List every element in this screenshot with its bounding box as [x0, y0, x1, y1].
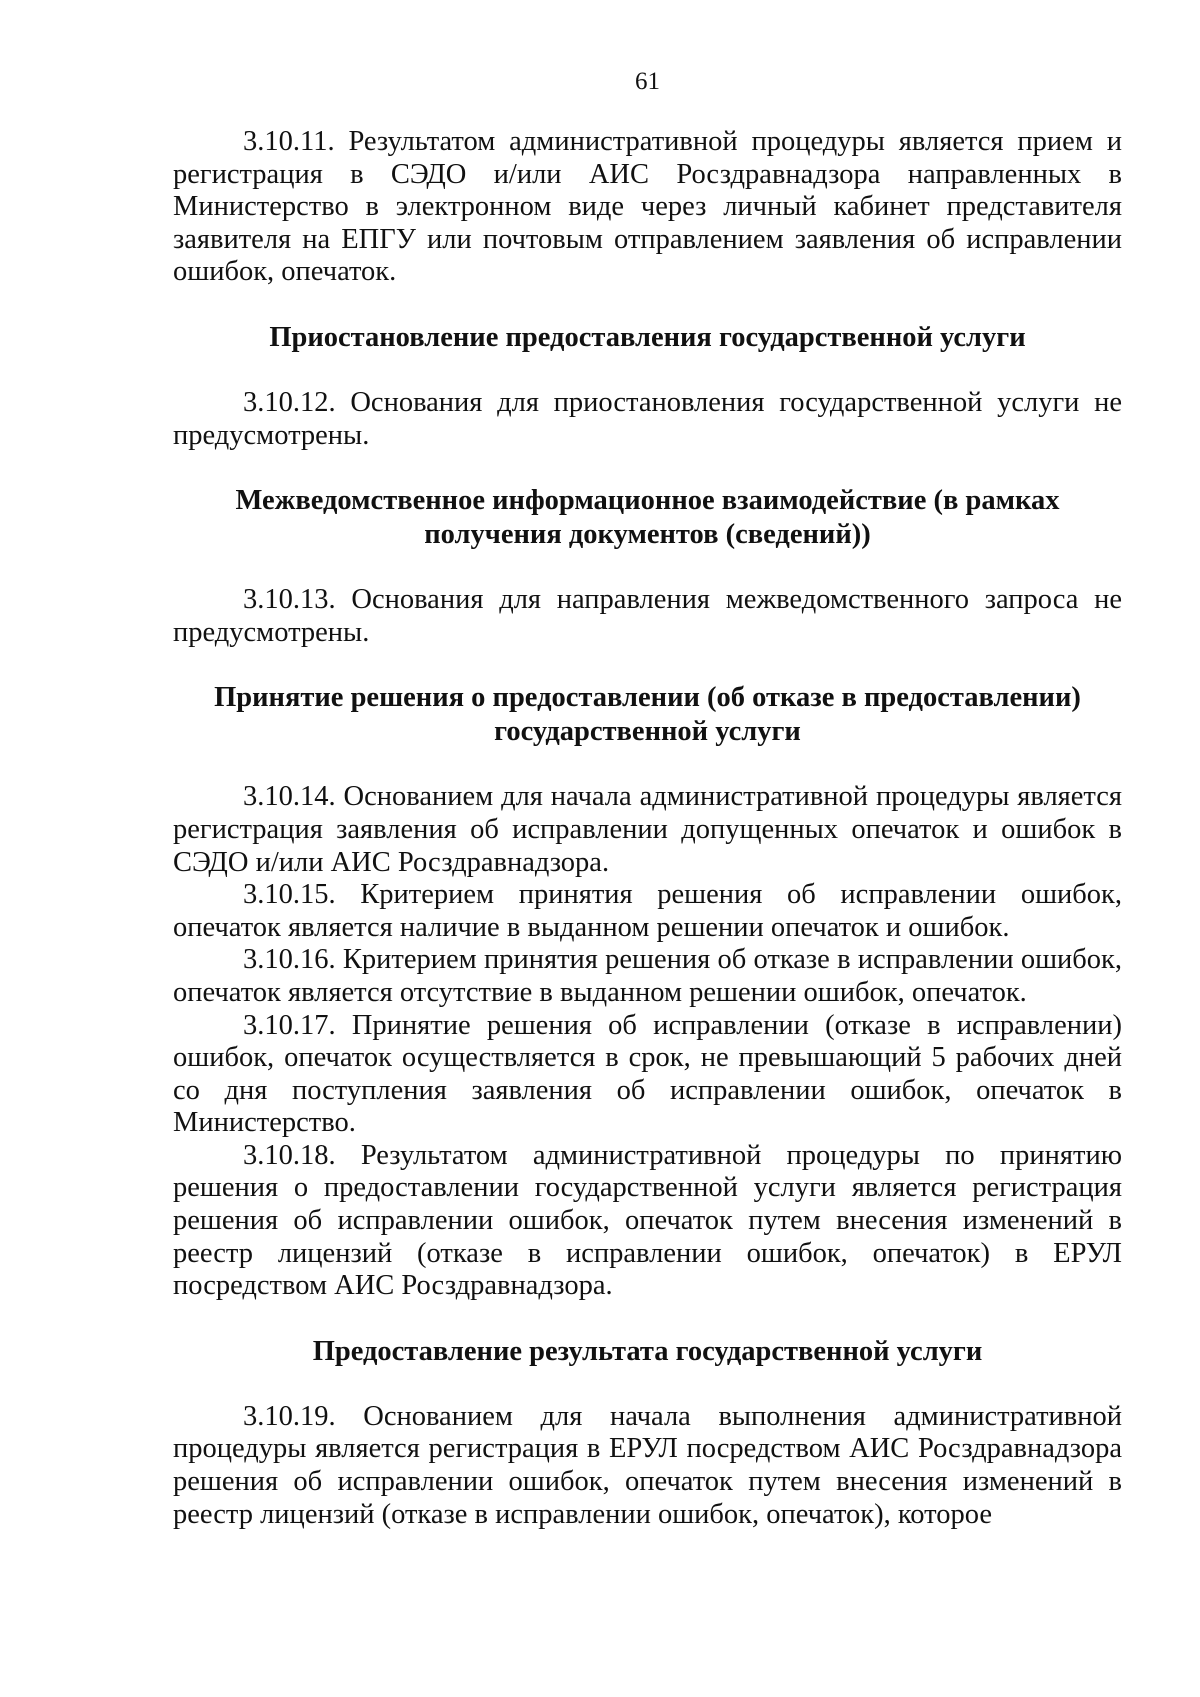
paragraph-3-10-12: 3.10.12. Основания для приостановления государственной услуги не предусмотрены. — [173, 386, 1122, 451]
paragraph-3-10-18: 3.10.18. Результатом административной процедуры по принятию решения о предоставлении государственной услуги является регистрация решения об исправлении ошибок, опечаток путем внесения изменений в реестр лицензий (отказе в исправлении ошибок, опечаток) в ЕРУЛ посредством АИС Росздравнадзора. — [173, 1139, 1122, 1302]
paragraph-3-10-16: 3.10.16. Критерием принятия решения об отказе в исправлении ошибок, опечаток является отсутствие в выданном решении ошибок, опечаток. — [173, 944, 1122, 1008]
paragraph-3-10-15: 3.10.15. Критерием принятия решения об исправлении ошибок, опечаток является наличие в выданном решении опечаток и ошибок. — [173, 879, 1122, 943]
paragraph-3-10-19: 3.10.19. Основанием для начала выполнения административной процедуры является регистрация в ЕРУЛ посредством АИС Росздравнадзора решения об исправлении ошибок, опечаток путем внесения изменений в реестр лицензий (отказе в исправлении ошибок, опечаток), которое — [173, 1400, 1122, 1530]
section-heading-interagency: Межведомственное информационное взаимодействие (в рамках получения документов (сведений)) — [235, 485, 1060, 551]
paragraph-3-10-11: 3.10.11. Результатом административной процедуры является прием и регистрация в СЭДО и/или АИС Росздравнадзора направленных в Министерство в электронном виде через личный кабинет представителя заявителя на ЕПГУ или почтовым отправлением заявления об исправлении ошибок, опечаток. — [173, 126, 1122, 288]
paragraph-3-10-17: 3.10.17. Принятие решения об исправлении (отказе в исправлении) ошибок, опечаток осуществляется в срок, не превышающий 5 рабочих дней со дня поступления заявления об исправлении ошибок, опечаток в Министерство. — [173, 1009, 1122, 1139]
page-number: 61 — [635, 68, 660, 95]
paragraph-3-10-14: 3.10.14. Основанием для начала административной процедуры является регистрация заявления об исправлении допущенных опечаток и ошибок в СЭДО и/или АИС Росздравнадзора. — [173, 781, 1122, 878]
document-page — [173, 66, 1122, 1531]
section-heading-suspension: Приостановление предоставления государственной услуги — [269, 321, 1026, 353]
paragraph-3-10-13: 3.10.13. Основания для направления межведомственного запроса не предусмотрены. — [173, 584, 1122, 648]
section-heading-result: Предоставление результата государственной услуги — [312, 1335, 983, 1367]
section-heading-decision: Принятие решения о предоставлении (об отказе в предоставлении) государственной услуги — [214, 682, 1081, 748]
